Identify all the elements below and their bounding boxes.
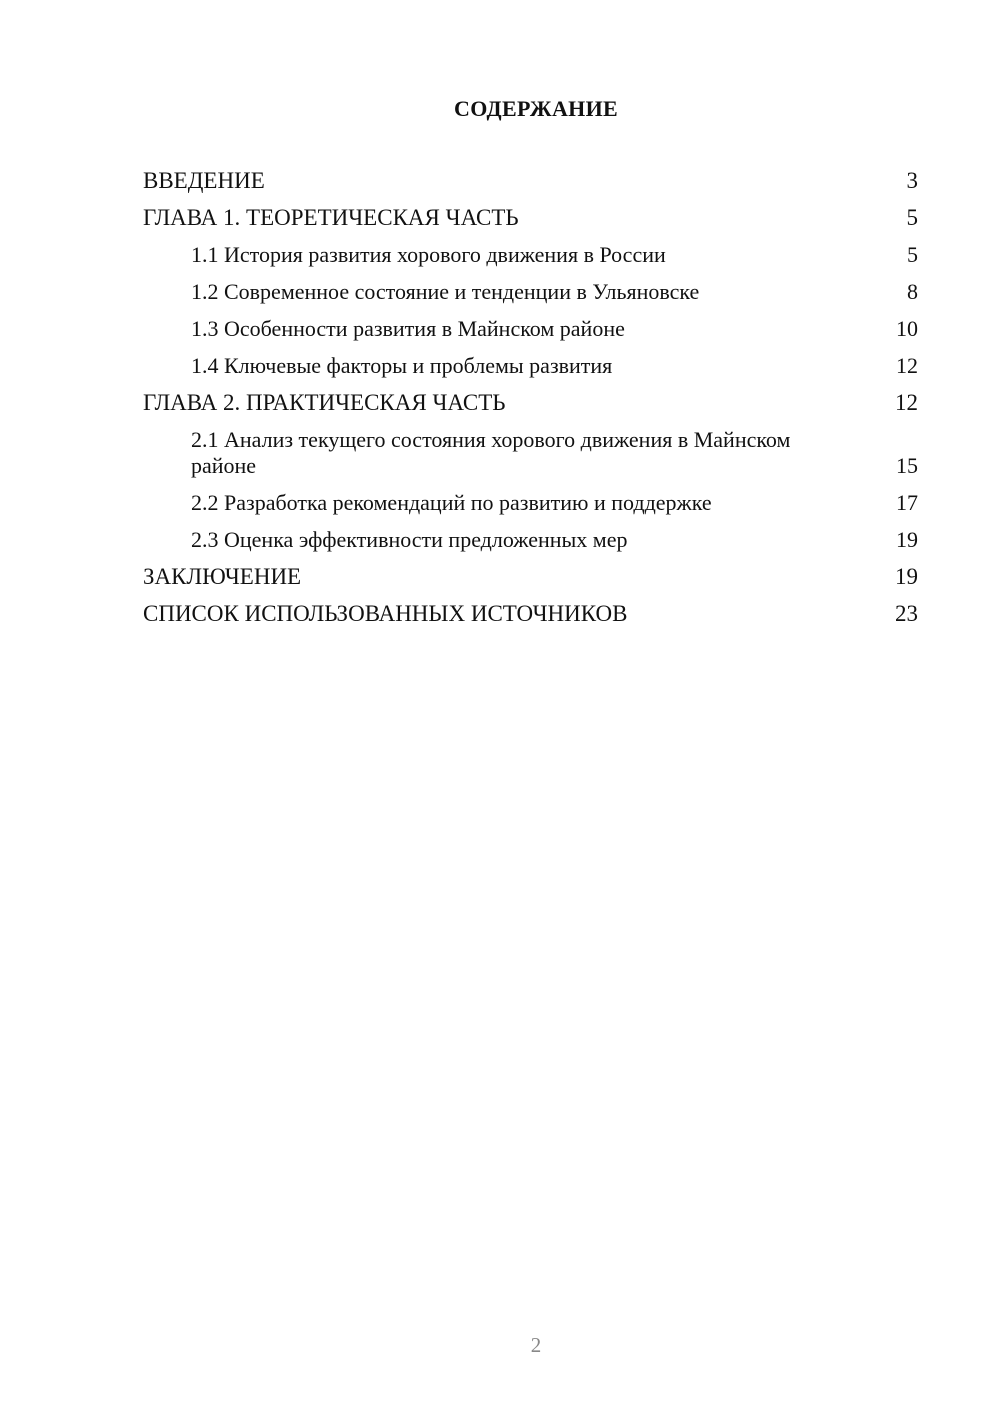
toc-entry-section-1-2 [143,279,918,305]
toc-entry-text: 1.3 Особенности развития в Майнском районе [191,316,625,341]
toc-entry-page-number: 5 [907,242,918,267]
toc-entry-text: ВВЕДЕНИЕ [143,168,265,193]
toc-entry-section-2-1 [143,427,918,479]
toc-entry-text: ГЛАВА 2. ПРАКТИЧЕСКАЯ ЧАСТЬ [143,390,506,415]
page-footer-number: 2 [530,1333,542,1357]
toc-entry-text: ЗАКЛЮЧЕНИЕ [143,564,302,589]
toc-entry-text: 2.1 Анализ текущего состояния хорового движения в Майнском районе [191,427,791,478]
toc-entry-page-number: 8 [907,279,918,304]
toc-entry-conclusion [143,564,918,590]
toc-entry-page-number: 17 [896,490,918,515]
toc-entry-page-number: 19 [895,564,918,589]
toc-entry-page-number: 5 [906,205,918,230]
toc-entry-page-number: 10 [896,316,918,341]
toc-entry-section-2-3 [143,527,918,553]
toc-entry-text: 1.4 Ключевые факторы и проблемы развития [191,353,613,378]
toc-entry-introduction [143,168,918,194]
toc-entry-text: 2.3 Оценка эффективности предложенных мер [191,527,628,552]
toc-entry-page-number: 3 [906,168,918,193]
toc-entry-references [143,601,918,627]
toc-entry-page-number: 23 [895,601,918,626]
page-title: СОДЕРЖАНИЕ [454,96,618,121]
toc-entry-section-1-3 [143,316,918,342]
toc-entry-chapter-1 [143,205,918,231]
toc-entry-section-2-2 [143,490,918,516]
toc-entry-text: 1.1 История развития хорового движения в России [191,242,666,267]
toc-entry-section-1-1 [143,242,918,268]
toc-entry-text: СПИСОК ИСПОЛЬЗОВАННЫХ ИСТОЧНИКОВ [143,601,628,626]
toc-entry-text: ГЛАВА 1. ТЕОРЕТИЧЕСКАЯ ЧАСТЬ [143,205,519,230]
toc-entry-chapter-2 [143,390,918,416]
toc-entry-text: 2.2 Разработка рекомендаций по развитию и поддержке [191,490,712,515]
toc-entry-page-number: 12 [896,353,918,378]
toc-entry-page-number: 12 [895,390,918,415]
table-of-contents [143,168,918,638]
toc-entry-text: 1.2 Современное состояние и тенденции в Ульяновске [191,279,700,304]
toc-entry-page-number: 15 [896,453,918,478]
toc-entry-page-number: 19 [896,527,918,552]
toc-entry-section-1-4 [143,353,918,379]
